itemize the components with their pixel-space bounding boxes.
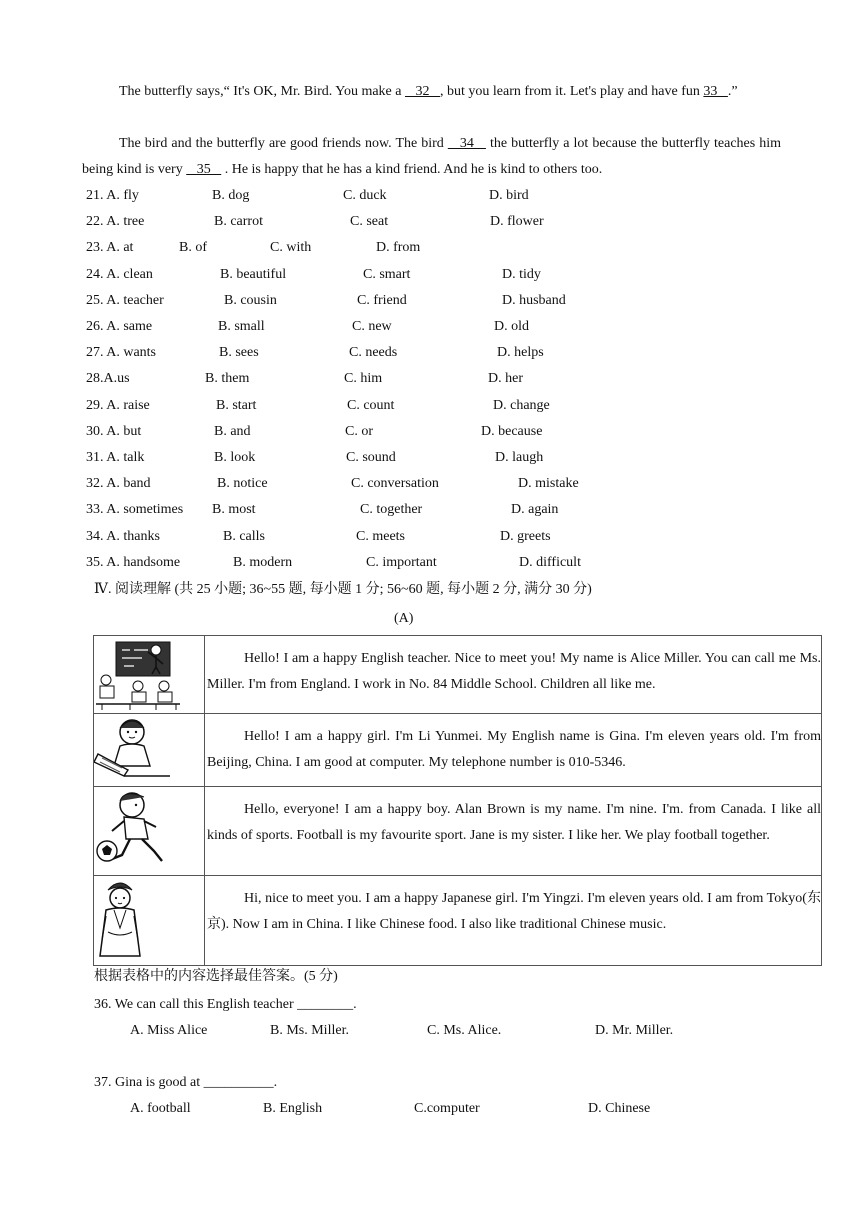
intro-text-alan: Hello, everyone! I am a happy boy. Alan Brown is my name. I'm nine. I'm. from Canada. I like all kinds of sports. Football is my favourite sport. Jane is my sister. I like her. We play football together.: [205, 787, 822, 876]
option-c: C. meets: [356, 528, 405, 544]
option-c: C. seat: [350, 214, 389, 230]
option-a: 21. A. fly: [86, 188, 139, 203]
option-c: C. needs: [349, 345, 398, 361]
option-c: C. Ms. Alice.: [427, 1023, 502, 1038]
option-c: C. conversation: [351, 476, 439, 492]
option-c: C. sound: [346, 450, 396, 465]
option-c: C.computer: [414, 1101, 480, 1116]
japanese-girl-icon: [94, 876, 204, 964]
option-c: C. new: [352, 319, 392, 334]
option-row: [86, 550, 706, 576]
option-d: D. because: [481, 423, 543, 439]
picture-cell: [94, 876, 205, 966]
paragraph-text: The bird and the butterfly are good friends now. The bird: [119, 136, 448, 151]
passage-label: (A): [394, 611, 414, 626]
option-b: B. most: [212, 502, 256, 518]
option-a: 26. A. same: [86, 319, 153, 334]
option-d: D. laugh: [495, 450, 544, 465]
option-a: 32. A. band: [86, 476, 151, 492]
intro-text-teacher: Hello! I am a happy English teacher. Nice to meet you! My name is Alice Miller. You can call me Ms. Miller. I'm from England. I work in No. 84 Middle School. Children all like me.: [205, 636, 822, 714]
option-b: B. English: [263, 1101, 323, 1116]
option-row: [86, 340, 706, 366]
option-a: 31. A. talk: [86, 450, 145, 465]
option-d: D. greets: [500, 528, 551, 544]
blank-35: 35: [186, 162, 222, 177]
option-a: 23. A. at: [86, 240, 134, 256]
option-c: C. smart: [363, 266, 411, 282]
option-b: B. modern: [233, 554, 293, 570]
option-b: B. beautiful: [220, 266, 287, 282]
option-b: B. Ms. Miller.: [270, 1023, 349, 1038]
blank-32: 32: [405, 84, 440, 99]
option-a: 27. A. wants: [86, 345, 156, 361]
option-a: A. football: [130, 1101, 191, 1116]
option-row: [86, 393, 706, 419]
option-b: B. of: [179, 240, 207, 256]
boy-football-icon: [94, 787, 204, 875]
paragraph-text: The butterfly says,“ It's OK, Mr. Bird. You make a: [119, 84, 405, 99]
instruction-text: 根据表格中的内容选择最佳答案。(5 分): [94, 969, 338, 984]
option-b: B. cousin: [224, 292, 277, 308]
option-d: D. flower: [490, 214, 544, 230]
reading-table: [93, 635, 822, 966]
option-b: B. look: [214, 450, 256, 465]
option-c: C. or: [345, 423, 373, 439]
option-row: [86, 235, 706, 261]
option-d: D. difficult: [519, 554, 581, 570]
option-b: B. start: [216, 397, 257, 413]
option-b: B. dog: [212, 188, 250, 203]
option-c: C. duck: [343, 188, 387, 203]
question-37-options: [130, 1097, 750, 1121]
option-a: 33. A. sometimes: [86, 502, 184, 518]
option-row: [86, 366, 706, 392]
girl-computer-icon: [94, 714, 204, 786]
option-c: C. together: [360, 502, 423, 518]
paragraph-text: . He is happy that he has a kind friend. And he is kind to others too.: [221, 162, 603, 177]
option-b: B. them: [205, 371, 250, 387]
option-d: D. mistake: [518, 476, 579, 492]
option-d: D. old: [494, 319, 529, 334]
option-row: [86, 471, 706, 497]
option-row: [86, 183, 706, 209]
option-d: D. her: [488, 371, 523, 387]
option-d: D. change: [493, 397, 550, 413]
option-d: D. tidy: [502, 266, 541, 282]
paragraph-text: , but you learn from it. Let's play and have fun: [440, 84, 704, 99]
picture-cell: [94, 636, 205, 714]
option-b: B. notice: [217, 476, 268, 492]
option-d: D. Mr. Miller.: [595, 1023, 674, 1038]
option-row: [86, 497, 706, 523]
teacher-classroom-icon: [94, 636, 204, 712]
option-a: 34. A. thanks: [86, 528, 160, 544]
option-b: B. sees: [219, 345, 259, 361]
question-36-options: [130, 1019, 750, 1043]
intro-text-yingzi: Hi, nice to meet you. I am a happy Japanese girl. I'm Yingzi. I'm eleven years old. I am from Tokyo(东京). Now I am in China. I like Chinese food. I also like traditional Chinese music.: [205, 876, 822, 966]
option-c: C. with: [270, 240, 312, 256]
option-c: C. friend: [357, 292, 407, 308]
blank-34: 34: [447, 136, 486, 151]
option-b: B. carrot: [214, 214, 263, 230]
option-a: 29. A. raise: [86, 397, 150, 413]
option-c: C. count: [347, 397, 395, 413]
option-a: 25. A. teacher: [86, 292, 164, 308]
table-row: [94, 876, 822, 966]
option-d: D. bird: [489, 188, 529, 203]
option-row: [86, 419, 706, 445]
option-b: B. and: [214, 423, 251, 439]
option-a: 30. A. but: [86, 423, 142, 439]
option-row: [86, 314, 706, 340]
option-row: [86, 288, 706, 314]
table-row: [94, 714, 822, 787]
intro-text-gina: Hello! I am a happy girl. I'm Li Yunmei. My English name is Gina. I'm eleven years old. I'm from Beijing, China. I am good at computer. My telephone number is 010-5346.: [205, 714, 822, 787]
option-c: C. important: [366, 554, 437, 570]
paragraph-text: .”: [727, 84, 738, 99]
option-row: [86, 445, 706, 471]
option-c: C. him: [344, 371, 383, 387]
passage-paragraph-2: [82, 131, 781, 183]
table-row: [94, 787, 822, 876]
question-36: 36. We can call this English teacher ________.: [94, 997, 357, 1012]
question-37: 37. Gina is good at __________.: [94, 1075, 278, 1090]
paragraph-text: the butterfly a lot because the butterfly teaches him being kind is very: [82, 136, 782, 177]
passage-paragraph-1: [82, 79, 781, 105]
option-d: D. helps: [497, 345, 544, 361]
option-d: D. Chinese: [588, 1101, 651, 1116]
picture-cell: [94, 714, 205, 787]
option-b: B. small: [218, 319, 265, 334]
table-row: [94, 636, 822, 714]
section-title: Ⅳ. 阅读理解 (共 25 小题; 36~55 题, 每小题 1 分; 56~60 题, 每小题 2 分, 满分 30 分): [94, 582, 592, 597]
option-a: A. Miss Alice: [130, 1023, 208, 1038]
option-row: [86, 524, 706, 550]
option-a: 35. A. handsome: [86, 554, 181, 570]
option-d: D. husband: [502, 292, 566, 308]
option-a: 22. A. tree: [86, 214, 145, 230]
option-a: 24. A. clean: [86, 266, 153, 282]
option-row: [86, 209, 706, 235]
option-a: 28.A.us: [86, 371, 130, 387]
option-d: D. again: [511, 502, 559, 518]
blank-33: 33: [703, 84, 728, 99]
option-b: B. calls: [223, 528, 265, 544]
picture-cell: [94, 787, 205, 876]
option-d: D. from: [376, 240, 421, 256]
option-row: [86, 262, 706, 288]
